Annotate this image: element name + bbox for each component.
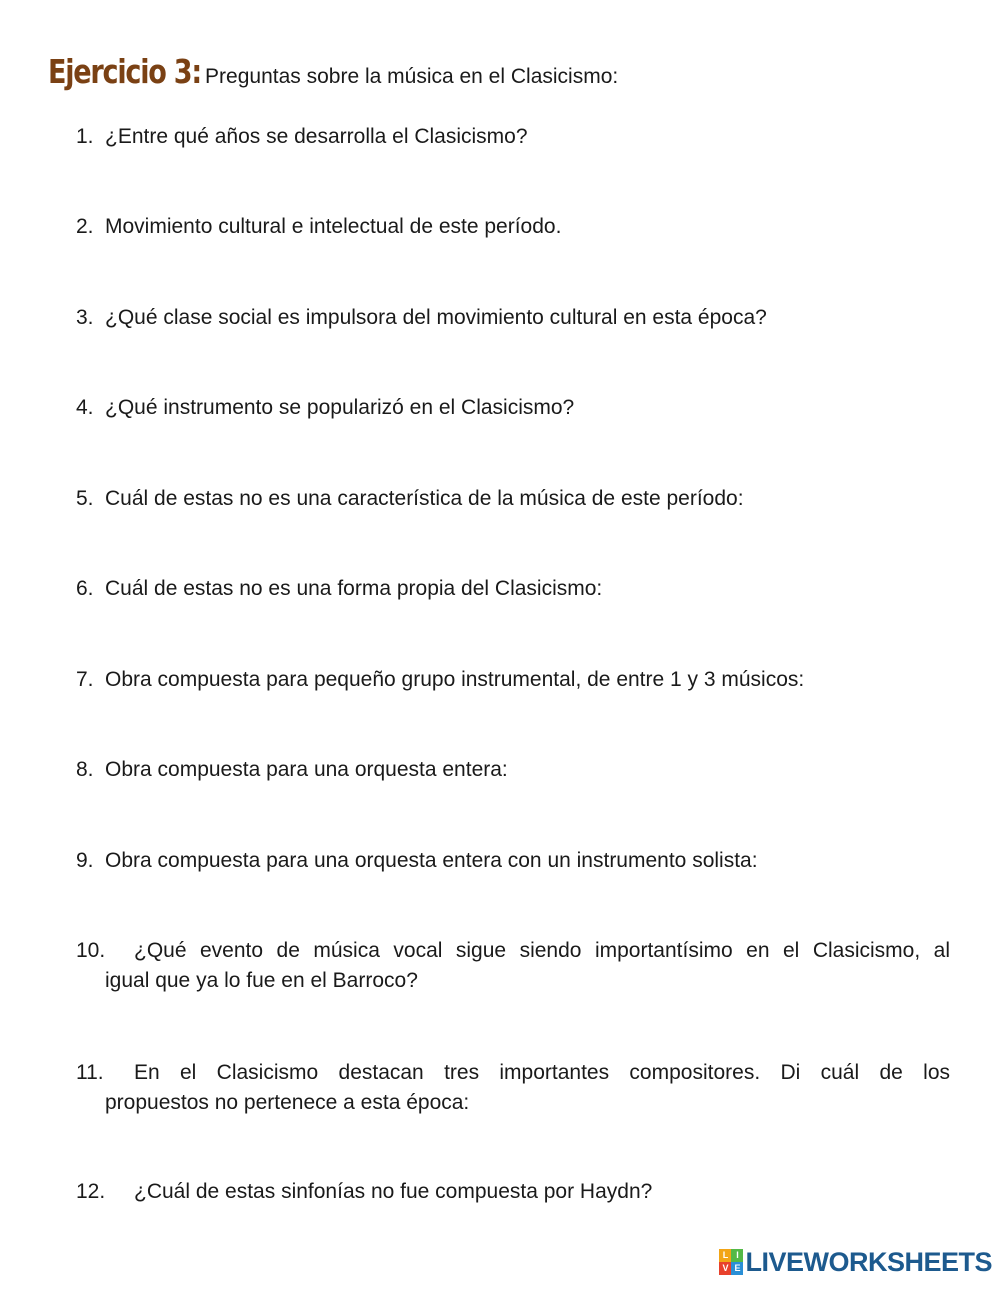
question-number: 5. (76, 487, 94, 510)
question-7 (76, 665, 804, 695)
question-5 (76, 484, 744, 514)
question-text: Cuál de estas no es una característica de la música de este período: (105, 487, 744, 510)
logo-tile: L (719, 1249, 731, 1262)
question-text: Obra compuesta para pequeño grupo instrumental, de entre 1 y 3 músicos: (105, 668, 805, 691)
question-1 (76, 122, 528, 152)
question-number: 9. (76, 849, 94, 872)
question-text-line-1: ¿Qué evento de música vocal sigue siendo importantísimo en el Clasicismo, al (134, 939, 950, 962)
question-number: 10. (76, 939, 106, 962)
question-text-line-1: En el Clasicismo destacan tres importantes compositores. Di cuál de los (134, 1061, 950, 1084)
question-text: ¿Entre qué años se desarrolla el Clasicismo? (105, 125, 528, 148)
question-2 (76, 212, 561, 242)
question-11 (76, 1058, 950, 1118)
question-number: 8. (76, 758, 94, 781)
question-12 (76, 1177, 652, 1207)
question-8 (76, 755, 508, 785)
liveworksheets-logo-icon (719, 1249, 743, 1275)
question-text: Obra compuesta para una orquesta entera con un instrumento solista: (105, 849, 758, 872)
question-number: 12. (76, 1180, 106, 1203)
question-text: ¿Qué clase social es impulsora del movimiento cultural en esta época? (105, 306, 767, 329)
question-text: ¿Cuál de estas sinfonías no fue compuesta por Haydn? (134, 1180, 653, 1203)
question-text: Obra compuesta para una orquesta entera: (105, 758, 508, 781)
question-number: 6. (76, 577, 94, 600)
question-text: Movimiento cultural e intelectual de este período. (105, 215, 562, 238)
question-9 (76, 846, 758, 876)
liveworksheets-brand (719, 1247, 992, 1277)
question-text: Cuál de estas no es una forma propia del Clasicismo: (105, 577, 603, 600)
question-3 (76, 303, 767, 333)
question-number: 1. (76, 125, 94, 148)
question-text-line-2: propuestos no pertenece a esta época: (105, 1091, 470, 1114)
logo-tile: E (731, 1262, 743, 1275)
logo-tile: V (719, 1262, 731, 1275)
logo-tile: I (731, 1249, 743, 1262)
question-4 (76, 393, 574, 423)
question-number: 11. (76, 1061, 104, 1084)
question-number: 2. (76, 215, 94, 238)
question-6 (76, 574, 602, 604)
brand-name: LIVEWORKSHEETS (745, 1246, 992, 1277)
question-number: 4. (76, 396, 94, 419)
question-number: 3. (76, 306, 94, 329)
exercise-heading (48, 52, 618, 91)
question-10 (76, 936, 950, 996)
question-text: ¿Qué instrumento se popularizó en el Clasicismo? (105, 396, 575, 419)
question-text-line-2: igual que ya lo fue en el Barroco? (105, 969, 418, 992)
question-number: 7. (76, 668, 94, 691)
exercise-subtitle: Preguntas sobre la música en el Clasicismo: (205, 65, 619, 88)
exercise-label: Ejercicio 3: (48, 52, 201, 91)
